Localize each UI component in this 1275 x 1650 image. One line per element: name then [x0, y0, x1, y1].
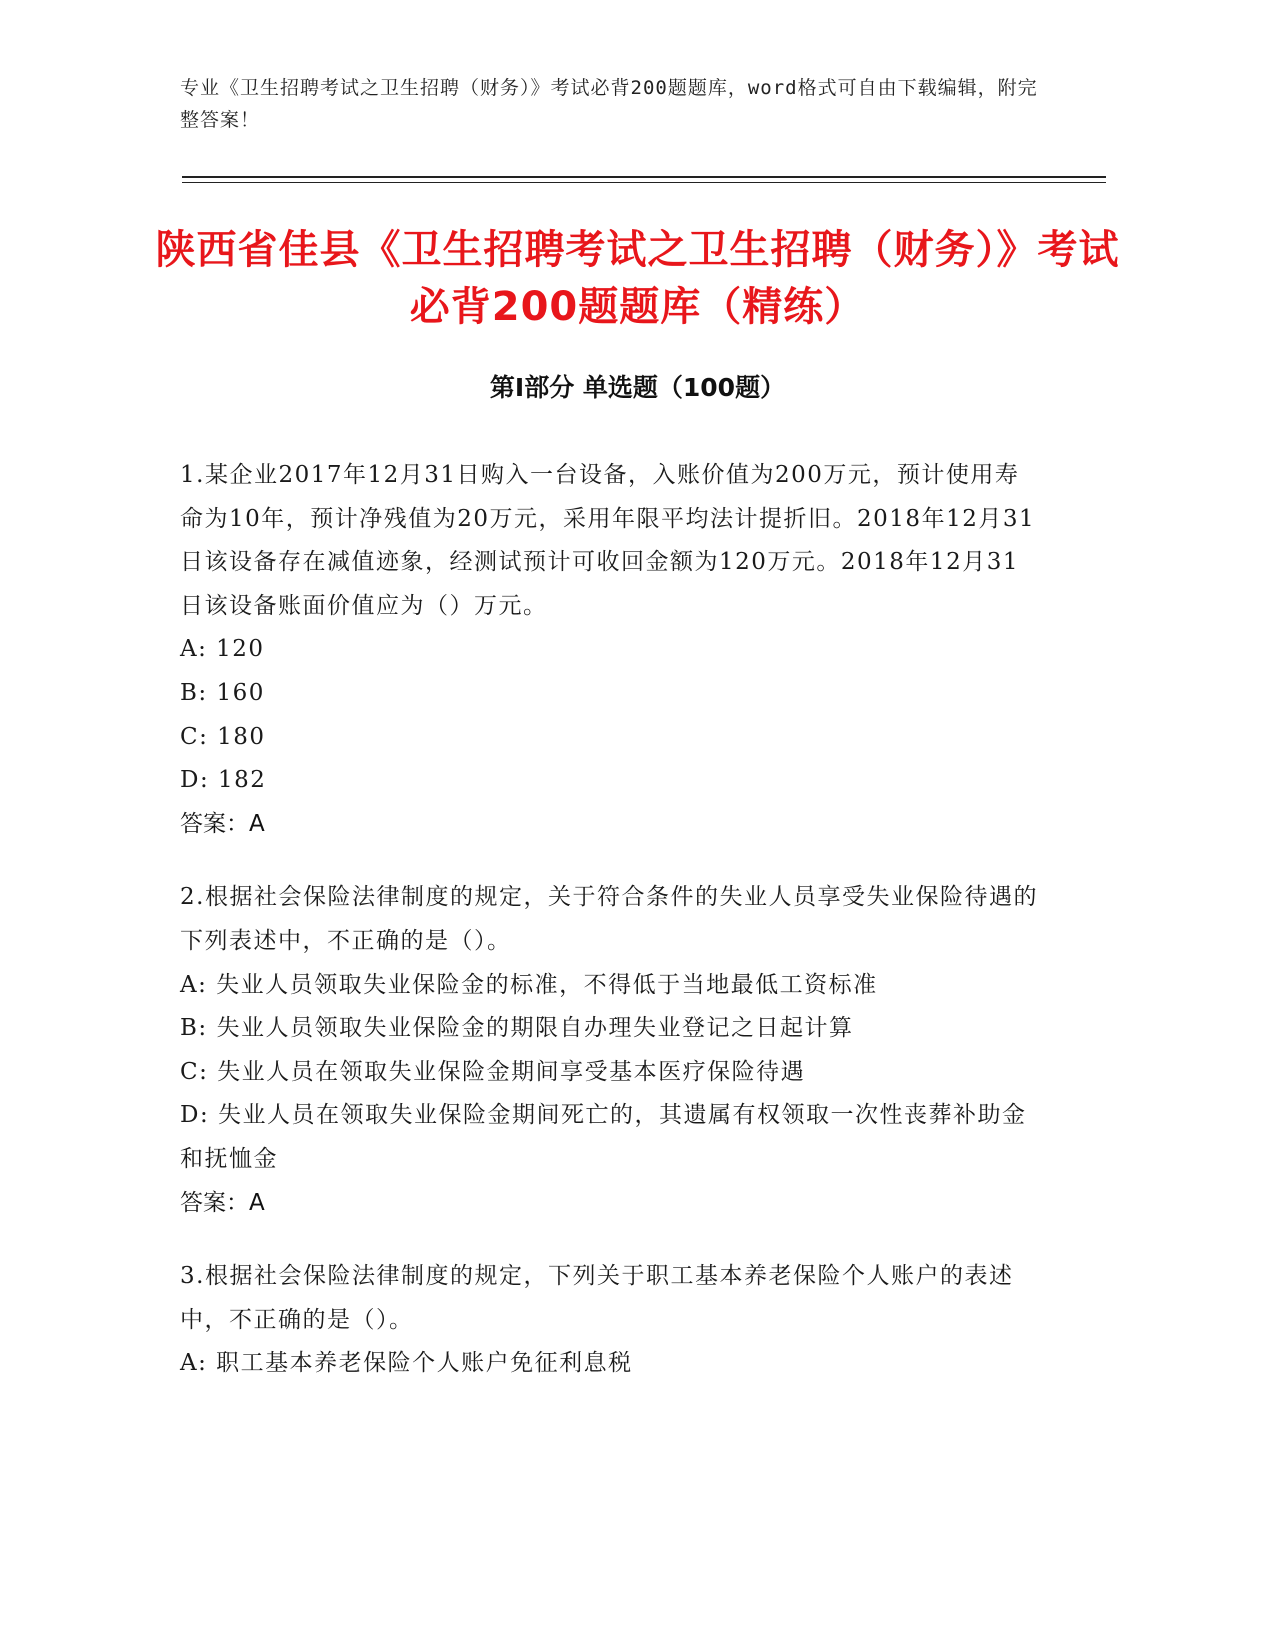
- option-b: B: 160: [180, 679, 265, 706]
- section-title: 第Ⅰ部分 单选题（100题）: [489, 373, 786, 402]
- document-title: 陕西省佳县《卫生招聘考试之卫生招聘（财务）》考试必背200题题库（精练）: [155, 227, 1120, 330]
- question-stem: 1.某企业2017年12月31日购入一台设备，入账价值为200万元，预计使用寿命为10年，预计净残值为20万元，采用年限平均法计提折旧。2018年12月31日该设备存在减值迹象，经测试预计可收回金额为120万元。2018年12月31日该设备账面价值应为（）万元。: [180, 462, 1036, 619]
- question-2: [180, 876, 1040, 1225]
- question-list: [180, 454, 1040, 1416]
- header-divider-thick: [182, 176, 1106, 178]
- answer: 答案：A: [180, 1189, 265, 1216]
- option-a: A: 职工基本养老保险个人账户免征利息税: [180, 1350, 633, 1377]
- answer: 答案：A: [180, 810, 265, 837]
- header-divider-thin: [182, 182, 1106, 183]
- option-b: B: 失业人员领取失业保险金的期限自办理失业登记之日起计算: [180, 1015, 854, 1042]
- option-d: D: 失业人员在领取失业保险金期间死亡的，其遗属有权领取一次性丧葬补助金和抚恤金: [180, 1102, 1027, 1172]
- header-note: 专业《卫生招聘考试之卫生招聘（财务）》考试必背200题题库，word格式可自由下载编辑，附完整答案！: [180, 77, 1038, 131]
- question-1: [180, 454, 1040, 846]
- question-stem: 2.根据社会保险法律制度的规定，关于符合条件的失业人员享受失业保险待遇的下列表述中，不正确的是（）。: [180, 884, 1038, 954]
- option-c: C: 失业人员在领取失业保险金期间享受基本医疗保险待遇: [180, 1058, 806, 1085]
- option-a: A: 失业人员领取失业保险金的标准，不得低于当地最低工资标准: [180, 971, 878, 998]
- option-d: D: 182: [180, 767, 267, 794]
- question-stem: 3.根据社会保险法律制度的规定，下列关于职工基本养老保险个人账户的表述中，不正确的是（）。: [180, 1263, 1014, 1333]
- option-a: A: 120: [180, 636, 265, 663]
- question-3: [180, 1255, 1040, 1386]
- option-c: C: 180: [180, 723, 266, 750]
